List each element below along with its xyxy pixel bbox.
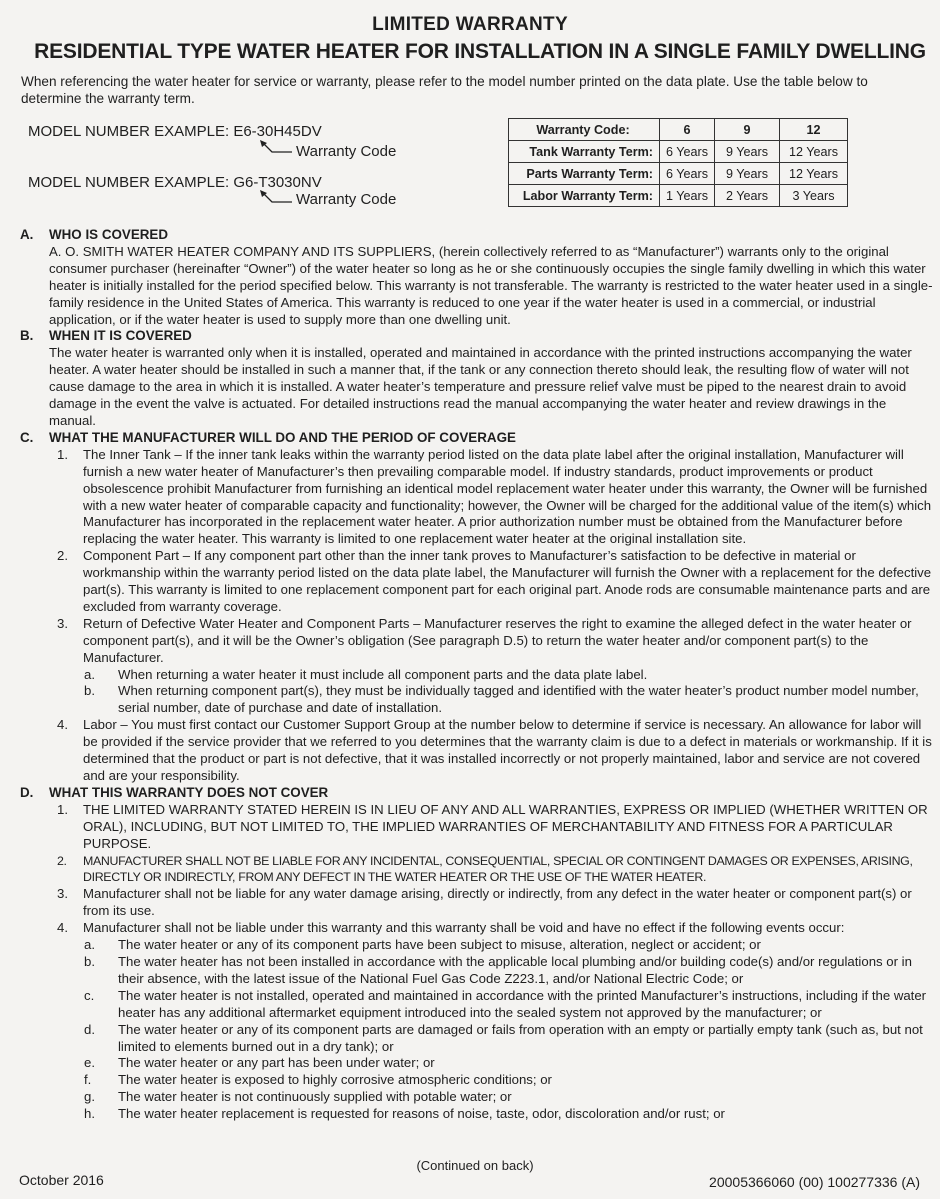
list-item: [20, 616, 935, 667]
sub-item-text: When returning component part(s), they must be individually tagged and identified with the water heater’s product number model number, serial number, date of purchase and date of installation.: [118, 683, 919, 716]
table-cell: 9 Years: [715, 163, 780, 185]
sub-item-text: The water heater is exposed to highly corrosive atmospheric conditions; or: [118, 1072, 552, 1088]
section-title: WHAT THE MANUFACTURER WILL DO AND THE PERIOD OF COVERAGE: [49, 429, 516, 445]
arrow-icon: [258, 190, 298, 206]
intro-paragraph: When referencing the water heater for service or warranty, please refer to the model number printed on the data plate. Use the table below to determine the warranty term.: [21, 74, 868, 106]
section-letter: A.: [20, 227, 34, 242]
item-text: MANUFACTURER SHALL NOT BE LIABLE FOR ANY INCIDENTAL, CONSEQUENTIAL, SPECIAL OR CONTINGENT DAMAGES OR EXPENSES, ARISING, DIRECTLY OR INDIRECTLY, FROM ANY DEFECT IN THE WATER HEATER OR THE USE OF THE WATER HEATER.: [83, 853, 913, 885]
item-text: Labor – You must first contact our Customer Support Group at the number below to determine if service is necessary. An allowance for labor will be provided if the service provider that we referred to you determines that the warranty claim is due to a defect in materials or workmanship. If it is determined that the product or part is not defective, that it was installed incorrectly or not properly maintained, labor and service are not covered and are your responsibility.: [83, 717, 932, 783]
footer-doc-number: 20005366060 (00) 100277336 (A): [709, 1174, 920, 1190]
section-title: WHAT THIS WARRANTY DOES NOT COVER: [49, 784, 329, 800]
sub-item-letter: a.: [84, 937, 95, 953]
page-title: LIMITED WARRANTY: [372, 14, 568, 35]
item-text: THE LIMITED WARRANTY STATED HEREIN IS IN LIEU OF ANY AND ALL WARRANTIES, EXPRESS OR IMPLIED (WHETHER WRITTEN OR ORAL), INCLUDING, BUT NOT LIMITED TO, THE IMPLIED WARRANTIES OF MERCHANTABILITY AND FITNESS FOR A PARTICULAR PURPOSE.: [83, 801, 928, 851]
table-cell: 6 Years: [660, 141, 715, 163]
item-number: 1.: [57, 801, 68, 817]
section-a-body: A. O. SMITH WATER HEATER COMPANY AND ITS SUPPLIERS, (herein collectively referred to as “Manufacturer”) warrants only to the original consumer purchaser (hereinafter “Owner”) of the water heater so long as he or she continuously occupies the single family dwelling in which this water heater is initially installed for the period specified below. This warranty is not transferable. The warranty is restricted to the water heater used in a single-family residence in the United States of America. This warranty is reduced to one year if the water heater is used in a commercial, or industrial application, or if the water heater is used to supply more than one dwelling unit.: [49, 243, 933, 327]
sub-item-letter: b.: [84, 683, 95, 699]
table-row: [509, 163, 848, 185]
sub-item-letter: f.: [84, 1072, 92, 1088]
sub-item-letter: e.: [84, 1055, 95, 1071]
sub-item-letter: a.: [84, 666, 95, 682]
item-text: Manufacturer shall not be liable under this warranty and this warranty shall be void and have no effect if the following events occur:: [83, 920, 845, 936]
sub-list-item: [20, 937, 935, 954]
sub-item-text: The water heater is not installed, operated and maintained in accordance with the printed Manufacturer’s instructions, including if the water heater has any additional aftermarket equipment introduced into the sealed system not approved by the manufacturer; or: [118, 987, 927, 1020]
sub-list-item: [20, 988, 935, 1022]
sub-list-item: [20, 683, 935, 717]
list-item: [20, 717, 935, 785]
item-number: 1.: [57, 446, 68, 462]
section-title: WHEN IT IS COVERED: [49, 328, 192, 344]
section-b-heading: [20, 328, 935, 345]
table-cell: 1 Years: [660, 185, 715, 207]
table-cell: 2 Years: [715, 185, 780, 207]
table-cell: 12 Years: [780, 163, 848, 185]
section-letter: D.: [20, 784, 34, 800]
table-header-row: [509, 119, 848, 141]
item-number: 2.: [57, 853, 67, 868]
list-item: [20, 886, 935, 920]
item-text: Component Part – If any component part other than the inner tank proves to Manufacturer’s satisfaction to be defective in material or workmanship within the warranty period listed on the data plate label, the Manufacturer will furnish the Owner with a replacement for the defective part(s). This warranty is limited to one replacement component part for each original part. Anode rods are consumable maintenance parts and are excluded from warranty coverage.: [83, 548, 932, 614]
footer-date: October 2016: [19, 1172, 104, 1188]
sub-list-item: [20, 1022, 935, 1056]
section-letter: C.: [20, 429, 34, 445]
table-cell: 9 Years: [715, 141, 780, 163]
sub-item-text: The water heater replacement is requested for reasons of noise, taste, odor, discoloration and/or rust; or: [118, 1106, 725, 1122]
table-cell: 12 Years: [780, 141, 848, 163]
item-text: The Inner Tank – If the inner tank leaks within the warranty period listed on the data plate label after the original installation, Manufacturer will furnish a new water heater of Manufacturer’s then prevailing comparable model. If industry standards, product improvements or product obsolescence prohibit Manufacturer from furnishing an identical model replacement water heater under this warranty, the Owner will be furnished with a new water heater of comparable capacity and functionality; however, the Owner will be charged for the additional value of the item(s) which Manufacturer has incorporated in the replacement water heater. A prior authorization number must be obtained from the Manufacturer before replacing the water heater. This warranty is limited to one replacement water heater at the original installation site.: [83, 446, 932, 547]
table-header-cell: 9: [715, 119, 780, 141]
sub-list-item: [20, 1106, 935, 1123]
sub-list-item: [20, 667, 935, 684]
section-d-heading: [20, 785, 935, 802]
sub-item-text: When returning a water heater it must include all component parts and the data plate label.: [118, 666, 648, 682]
item-number: 4.: [57, 920, 68, 936]
sub-list-item: [20, 1089, 935, 1106]
table-row: [509, 141, 848, 163]
sub-item-letter: d.: [84, 1021, 95, 1037]
table-cell: Tank Warranty Term:: [509, 141, 660, 163]
list-item: [20, 853, 935, 887]
item-text: Return of Defective Water Heater and Component Parts – Manufacturer reserves the right to examine the alleged defect in the water heater or component part(s), and it will be the Owner’s obligation (See paragraph D.5) to return the water heater and/or component part(s) to the Manufacturer.: [83, 615, 912, 665]
section-letter: B.: [20, 328, 34, 344]
list-item: [20, 447, 935, 548]
continued-note: (Continued on back): [416, 1158, 534, 1173]
section-title: WHO IS COVERED: [49, 227, 169, 242]
list-item: [20, 920, 935, 937]
table-header-cell: Warranty Code:: [509, 119, 660, 141]
warranty-term-table: [508, 118, 848, 207]
warranty-code-label-1: Warranty Code: [296, 143, 397, 160]
item-text: Manufacturer shall not be liable for any water damage arising, directly or indirectly, from any defect in the water heater or component part(s) or from its use.: [83, 886, 912, 919]
item-number: 4.: [57, 717, 68, 733]
warranty-sections: [20, 227, 935, 1123]
sub-item-text: The water heater has not been installed in accordance with the applicable local plumbing and/or building code(s) and/or regulations or in their absence, with the latest issue of the National Fuel Gas Code Z223.1, and/or National Electric Code; or: [118, 953, 912, 986]
sub-list-item: [20, 954, 935, 988]
list-item: [20, 802, 935, 853]
sub-list-item: [20, 1055, 935, 1072]
sub-item-text: The water heater or any of its component parts are damaged or fails from operation with an empty or partially empty tank (such as, but not limited to elements burned out in a dry tank); or: [118, 1021, 923, 1054]
item-number: 3.: [57, 886, 68, 902]
table-cell: Labor Warranty Term:: [509, 185, 660, 207]
section-c-heading: [20, 430, 935, 447]
section-a-heading: [20, 227, 935, 244]
table-cell: Parts Warranty Term:: [509, 163, 660, 185]
table-row: [509, 185, 848, 207]
table-cell: 3 Years: [780, 185, 848, 207]
model-example-2: MODEL NUMBER EXAMPLE: G6-T3030NV: [28, 174, 322, 191]
sub-item-text: The water heater or any part has been under water; or: [118, 1055, 435, 1071]
sub-item-letter: b.: [84, 953, 95, 969]
item-number: 2.: [57, 548, 68, 564]
table-header-cell: 6: [660, 119, 715, 141]
item-number: 3.: [57, 615, 68, 631]
sub-item-text: The water heater is not continuously supplied with potable water; or: [118, 1089, 512, 1105]
sub-list-item: [20, 1072, 935, 1089]
warranty-code-label-2: Warranty Code: [296, 191, 397, 208]
page-subtitle: RESIDENTIAL TYPE WATER HEATER FOR INSTALLATION IN A SINGLE FAMILY DWELLING: [34, 40, 926, 63]
section-b-body: The water heater is warranted only when it is installed, operated and maintained in accordance with the printed instructions accompanying the water heater. A water heater should be installed in such a manner that, if the tank or any connection thereto should leak, the resulting flow of water will not cause damage to the area in which it is installed. A water heater’s temperature and pressure relief valve must be piped to the nearest drain to avoid damage in the event the valve is actuated. For detailed instructions read the manual accompanying the water heater and review drawings in the manual.: [49, 345, 912, 428]
arrow-icon: [258, 140, 298, 156]
sub-item-letter: c.: [84, 987, 95, 1003]
sub-item-text: The water heater or any of its component parts have been subject to misuse, alteration, neglect or accident; or: [118, 937, 761, 953]
table-header-cell: 12: [780, 119, 848, 141]
table-cell: 6 Years: [660, 163, 715, 185]
list-item: [20, 548, 935, 616]
sub-item-letter: h.: [84, 1106, 95, 1122]
sub-item-letter: g.: [84, 1089, 95, 1105]
model-example-1: MODEL NUMBER EXAMPLE: E6-30H45DV: [28, 123, 322, 140]
